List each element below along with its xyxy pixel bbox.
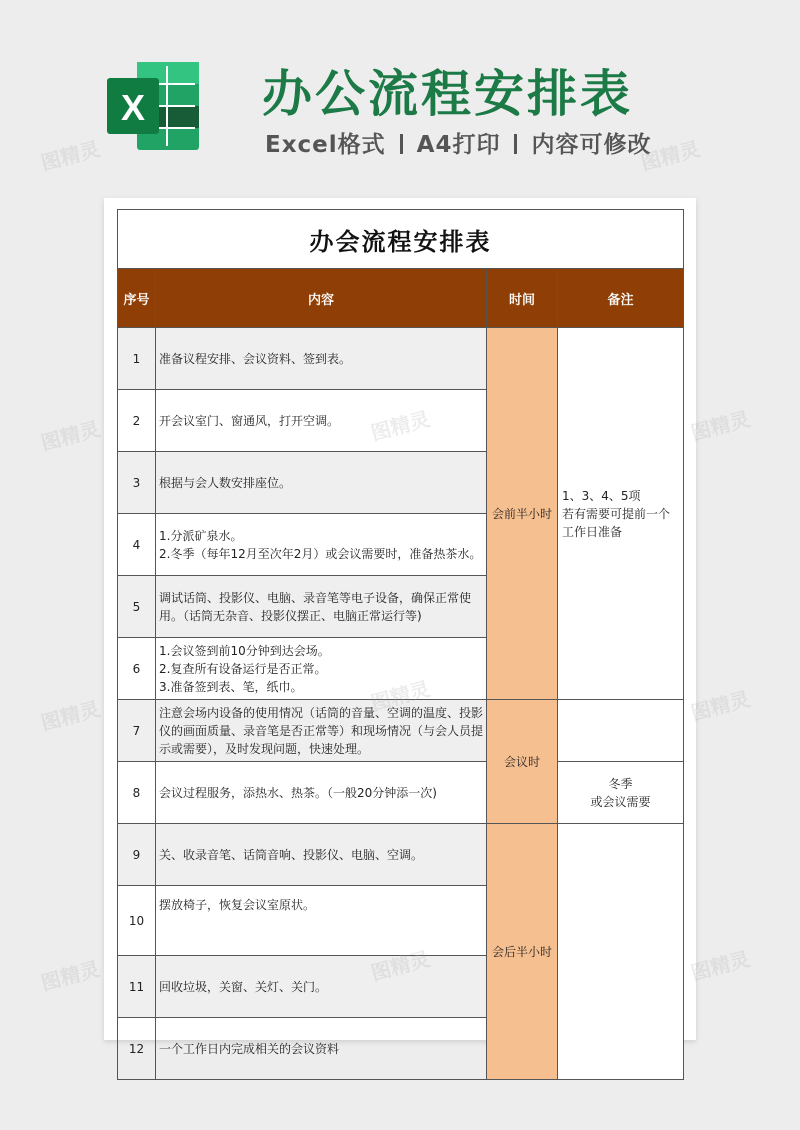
row-content (156, 328, 487, 390)
content-line: 开会议室门、窗通风，打开空调。 (159, 413, 340, 428)
note-line: 1、3、4、5项 (562, 488, 641, 503)
row-content (156, 638, 487, 700)
watermark: 图精灵 (638, 136, 703, 176)
separator (400, 134, 403, 154)
watermark: 图精灵 (38, 696, 103, 736)
time-during: 会议时 (487, 700, 558, 824)
watermark: 图精灵 (368, 406, 433, 446)
content-line: 根据与会人数安排座位。 (159, 475, 292, 490)
header-content: 内容 (156, 269, 487, 328)
row-number: 2 (118, 390, 156, 452)
header-time: 时间 (487, 269, 558, 328)
content-line: 摆放椅子，恢复会议室原状。 (159, 898, 316, 912)
row-content (156, 1018, 487, 1080)
table-title: 办会流程安排表 (118, 210, 684, 269)
time-before: 会前半小时 (487, 328, 558, 700)
separator (514, 134, 517, 154)
row-content (156, 576, 487, 638)
subtitle-format: Excel格式 (265, 132, 386, 158)
content-line: 1.分派矿泉水。 (159, 528, 243, 543)
row-content (156, 886, 487, 956)
content-line: 2.冬季（每年12月至次年2月）或会议需要时，准备热茶水。 (159, 546, 482, 561)
row-number: 11 (118, 956, 156, 1018)
content-line: 关、收录音笔、话筒音响、投影仪、电脑、空调。 (159, 847, 424, 862)
header-note: 备注 (558, 269, 684, 328)
table-row (118, 700, 684, 762)
page-subtitle (265, 126, 651, 159)
note-line: 若有需要可提前一个工作日准备 (562, 506, 671, 539)
note-empty (558, 700, 684, 762)
row-number: 1 (118, 328, 156, 390)
subtitle-editable: 内容可修改 (531, 132, 652, 158)
spreadsheet-preview (104, 198, 696, 1056)
content-line: 1.会议签到前10分钟到达会场。 (159, 643, 330, 658)
content-line: 准备议程安排、会议资料、签到表。 (159, 351, 352, 366)
content-line: 2.复查所有设备运行是否正常。 (159, 661, 327, 676)
row-number: 7 (118, 700, 156, 762)
watermark: 图精灵 (368, 676, 433, 716)
row-number: 12 (118, 1018, 156, 1080)
watermark: 图精灵 (38, 416, 103, 456)
row-number: 9 (118, 824, 156, 886)
subtitle-print: A4打印 (416, 132, 501, 158)
content-line: 3.准备签到表、笔，纸巾。 (159, 679, 303, 694)
row-number: 4 (118, 514, 156, 576)
excel-icon (103, 56, 203, 156)
watermark: 图精灵 (688, 686, 753, 726)
table-row (118, 824, 684, 886)
watermark: 图精灵 (688, 946, 753, 986)
table-row (118, 762, 684, 824)
watermark: 图精灵 (38, 956, 103, 996)
content-line: 回收垃圾，关窗、关灯、关门。 (159, 979, 328, 994)
row-content (156, 824, 487, 886)
schedule-table (117, 209, 684, 1080)
row-content (156, 956, 487, 1018)
table-row (118, 328, 684, 390)
content-line: 会议过程服务，添热水、热茶。（一般20分钟添一次) (159, 785, 437, 800)
page-title: 办公流程安排表 (262, 65, 633, 123)
note-row8 (558, 762, 684, 824)
svg-text:X: X (120, 87, 146, 128)
row-content (156, 452, 487, 514)
row-number: 6 (118, 638, 156, 700)
note-line: 冬季 (608, 776, 633, 791)
row-content (156, 514, 487, 576)
watermark: 图精灵 (368, 946, 433, 986)
header-no: 序号 (118, 269, 156, 328)
watermark: 图精灵 (38, 136, 103, 176)
page-header (0, 0, 800, 180)
time-after: 会后半小时 (487, 824, 558, 1080)
note-empty (558, 824, 684, 1080)
row-number: 8 (118, 762, 156, 824)
row-content (156, 762, 487, 824)
content-line: 注意会场内设备的使用情况（话筒的音量、空调的温度、投影仪的画面质量、录音笔是否正常等）和现场情况（与会人员提示或需要），及时发现问题，快速处理。 (159, 705, 484, 756)
watermark: 图精灵 (688, 406, 753, 446)
row-number: 10 (118, 886, 156, 956)
row-number: 3 (118, 452, 156, 514)
content-line: 一个工作日内完成相关的会议资料 (159, 1041, 340, 1056)
note-before (558, 328, 684, 700)
note-line: 或会议需要 (590, 794, 651, 809)
content-line: 调试话筒、投影仪、电脑、录音笔等电子设备，确保正常使用。（话筒无杂音、投影仪摆正、电脑正常运行等) (159, 590, 472, 623)
row-number: 5 (118, 576, 156, 638)
row-content (156, 390, 487, 452)
row-content (156, 700, 487, 762)
